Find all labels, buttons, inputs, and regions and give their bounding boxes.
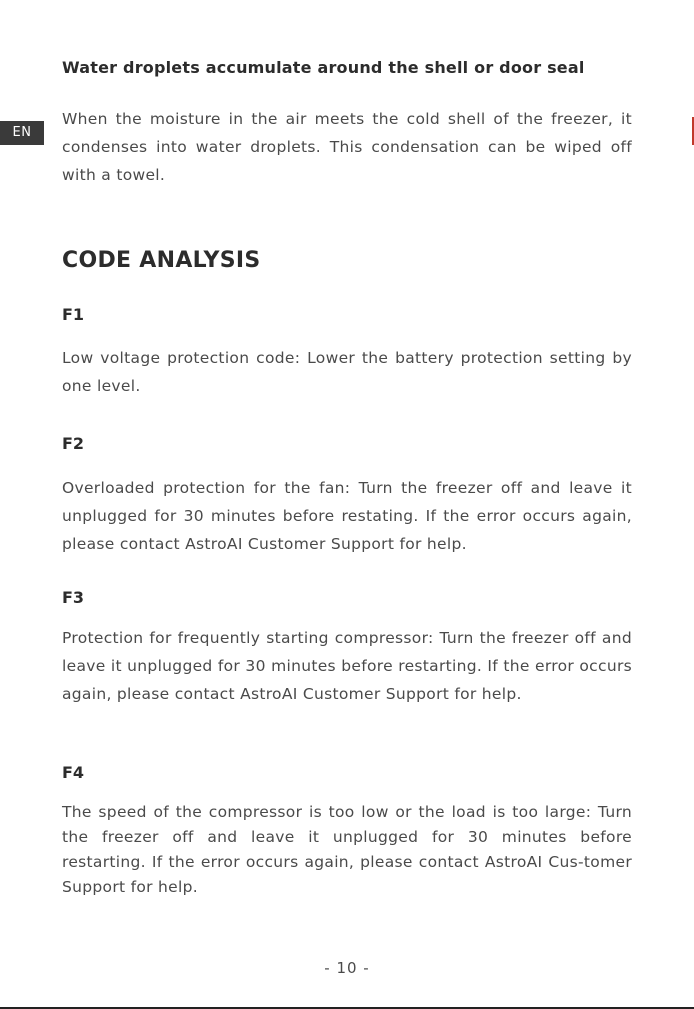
- code-description-f3: Protection for frequently starting compressor: Turn the freezer off and leave it unplugged for 30 minutes before restarting. If the error occurs again, please contact AstroAI Customer Support for help.: [62, 629, 632, 703]
- code-description-f1: Low voltage protection code: Lower the battery protection setting by one level.: [62, 349, 632, 395]
- condensation-paragraph: When the moisture in the air meets the cold shell of the freezer, it condenses into water droplets. This condensation can be wiped off with a towel.: [62, 110, 632, 184]
- page-number: - 10 -: [324, 959, 370, 977]
- code-analysis-title: CODE ANALYSIS: [62, 248, 261, 273]
- language-tab: EN: [0, 121, 44, 145]
- code-label-f1: F1: [62, 305, 85, 324]
- code-description-f4: The speed of the compressor is too low or the load is too large: Turn the freezer off and leave it unplugged for 30 minutes before restarting. If the error occurs again, please contact AstroAI Cus-tomer Support for help.: [62, 803, 632, 896]
- code-label-f3: F3: [62, 588, 85, 607]
- code-label-f4: F4: [62, 763, 85, 782]
- condensation-heading: Water droplets accumulate around the shell or door seal: [62, 58, 585, 77]
- code-label-f2: F2: [62, 434, 85, 453]
- code-description-f2: Overloaded protection for the fan: Turn the freezer off and leave it unplugged for 30 minutes before restating. If the error occurs again, please contact AstroAI Customer Support for help.: [62, 479, 632, 553]
